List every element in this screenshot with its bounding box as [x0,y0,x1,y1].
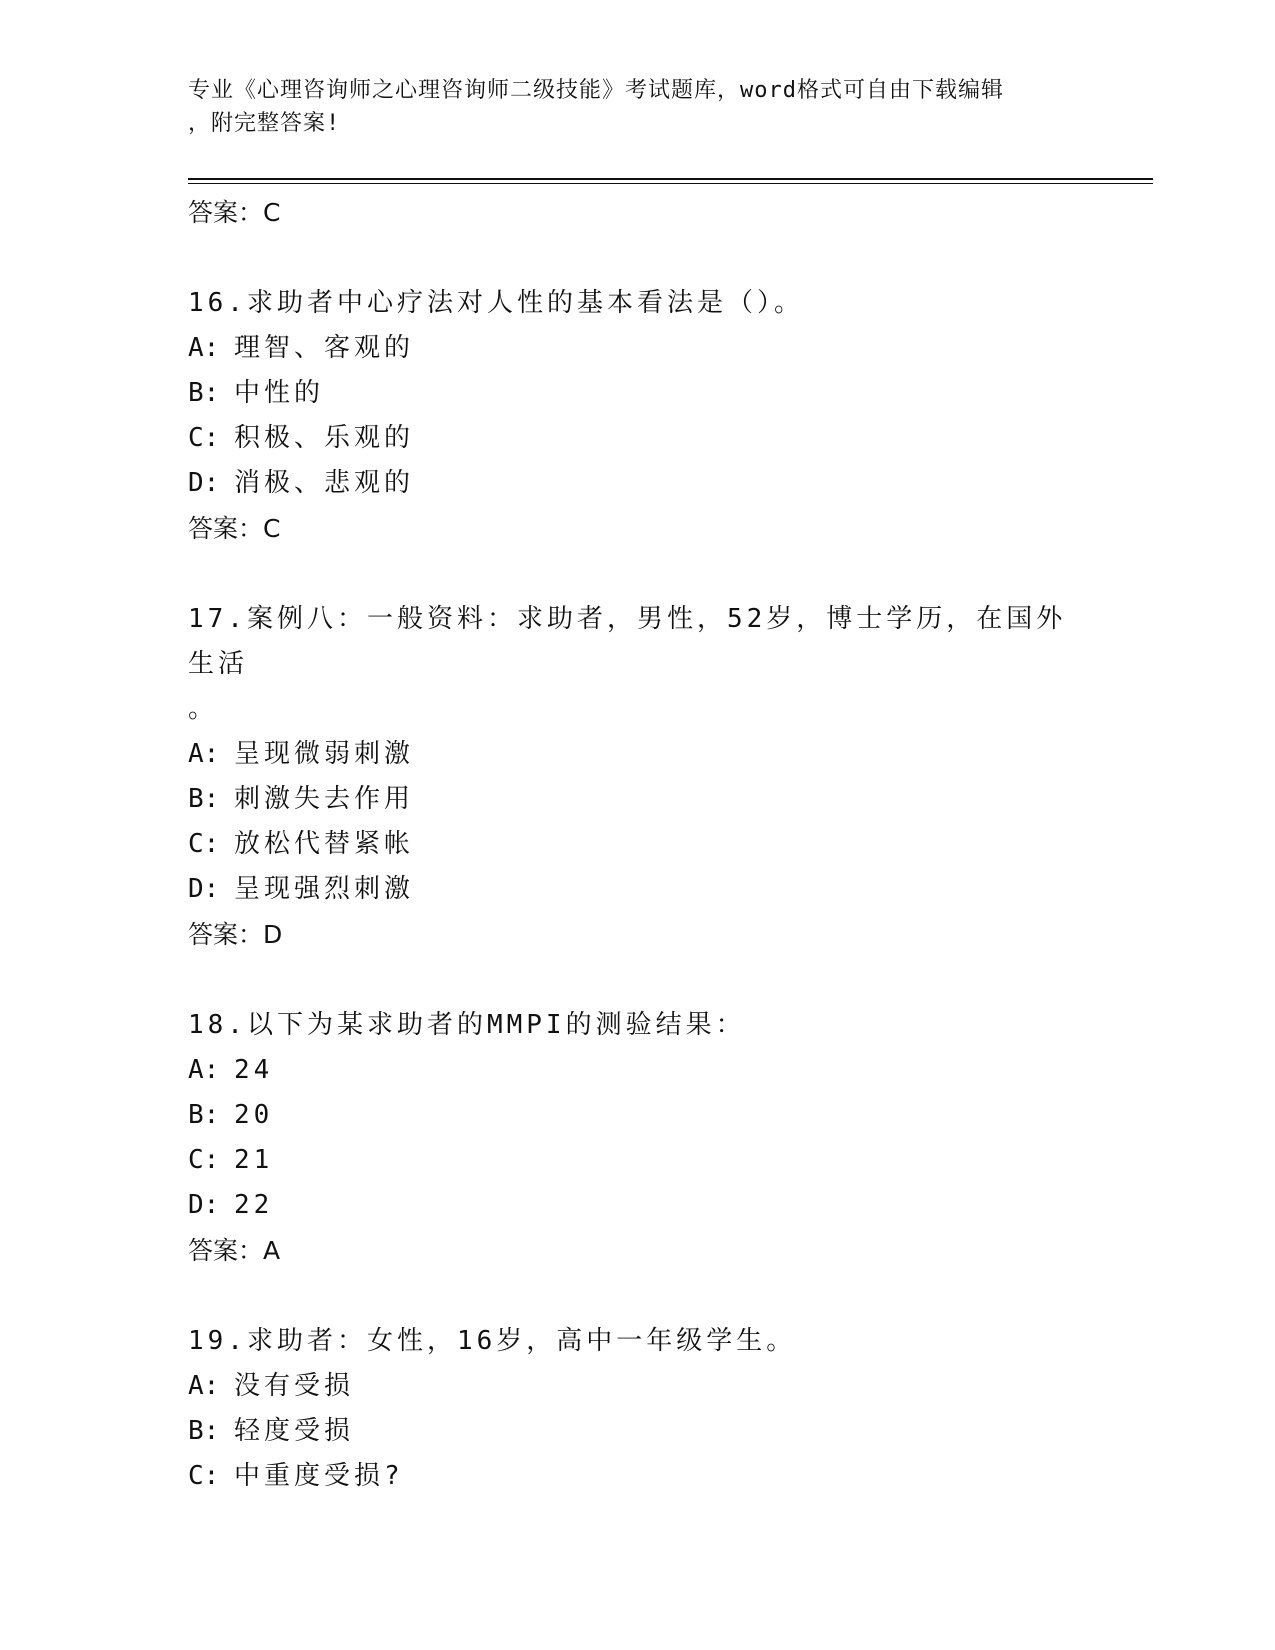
question-block-19 [188,1319,1088,1499]
answer-line: 答案：C [188,514,281,543]
option-key: A: [188,739,220,769]
option-a [188,1364,1088,1409]
option-text: 20 [234,1100,274,1130]
option-a [188,732,1088,777]
document-header [188,74,1068,140]
option-key: A: [188,1055,220,1085]
answer-line: 答案：C [188,198,281,227]
option-text: 刺激失去作用 [234,784,415,814]
header-rule-thick [188,178,1153,180]
option-b [188,1409,1088,1454]
option-text: 消极、悲观的 [234,468,415,498]
option-text: 中性的 [234,378,325,408]
option-d [188,867,1088,912]
option-c [188,1138,1088,1183]
question-text: 19.求助者：女性，16岁，高中一年级学生。 [188,1326,797,1356]
question-text: 18.以下为某求助者的MMPI的测验结果： [188,1010,746,1040]
option-text: 放松代替紧帐 [234,829,415,859]
option-text: 21 [234,1145,274,1175]
header-rule-thin [188,183,1153,184]
question-text: 17.案例八：一般资料：求助者，男性，52岁，博士学历，在国外生活 [188,604,1067,679]
option-key: D: [188,468,220,498]
question-block-16 [188,281,1088,551]
option-c [188,416,1088,461]
option-text: 积极、乐观的 [234,423,415,453]
option-text: 24 [234,1055,274,1085]
option-b [188,777,1088,822]
option-key: B: [188,1416,220,1446]
option-c [188,822,1088,867]
option-text: 呈现微弱刺激 [234,739,415,769]
option-key: D: [188,1190,220,1220]
option-key: A: [188,333,220,363]
option-b [188,371,1088,416]
option-d [188,461,1088,506]
option-key: C: [188,423,220,453]
option-c [188,1454,1088,1499]
option-d [188,1183,1088,1228]
option-key: C: [188,1461,220,1491]
option-text: 呈现强烈刺激 [234,874,415,904]
answer-line: 答案：D [188,920,283,949]
option-key: A: [188,1371,220,1401]
option-a [188,1048,1088,1093]
header-line-1: 专业《心理咨询师之心理咨询师二级技能》考试题库，word格式可自由下载编辑 [188,78,1004,103]
option-key: C: [188,1145,220,1175]
question-list [188,190,1088,1499]
question-block-17 [188,597,1088,957]
option-a [188,326,1088,371]
option-key: C: [188,829,220,859]
option-key: B: [188,378,220,408]
option-key: B: [188,784,220,814]
answer-line: 答案：A [188,1236,281,1265]
option-key: D: [188,874,220,904]
option-key: B: [188,1100,220,1130]
option-b [188,1093,1088,1138]
option-text: 中重度受损? [234,1461,404,1491]
header-line-2: ，附完整答案! [188,111,341,136]
option-text: 轻度受损 [234,1416,355,1446]
option-text: 理智、客观的 [234,333,415,363]
option-text: 没有受损 [234,1371,355,1401]
option-text: 22 [234,1190,274,1220]
question-block-18 [188,1003,1088,1273]
question-text: 16.求助者中心疗法对人性的基本看法是（）。 [188,288,804,318]
question-text-continued: 。 [188,694,219,724]
